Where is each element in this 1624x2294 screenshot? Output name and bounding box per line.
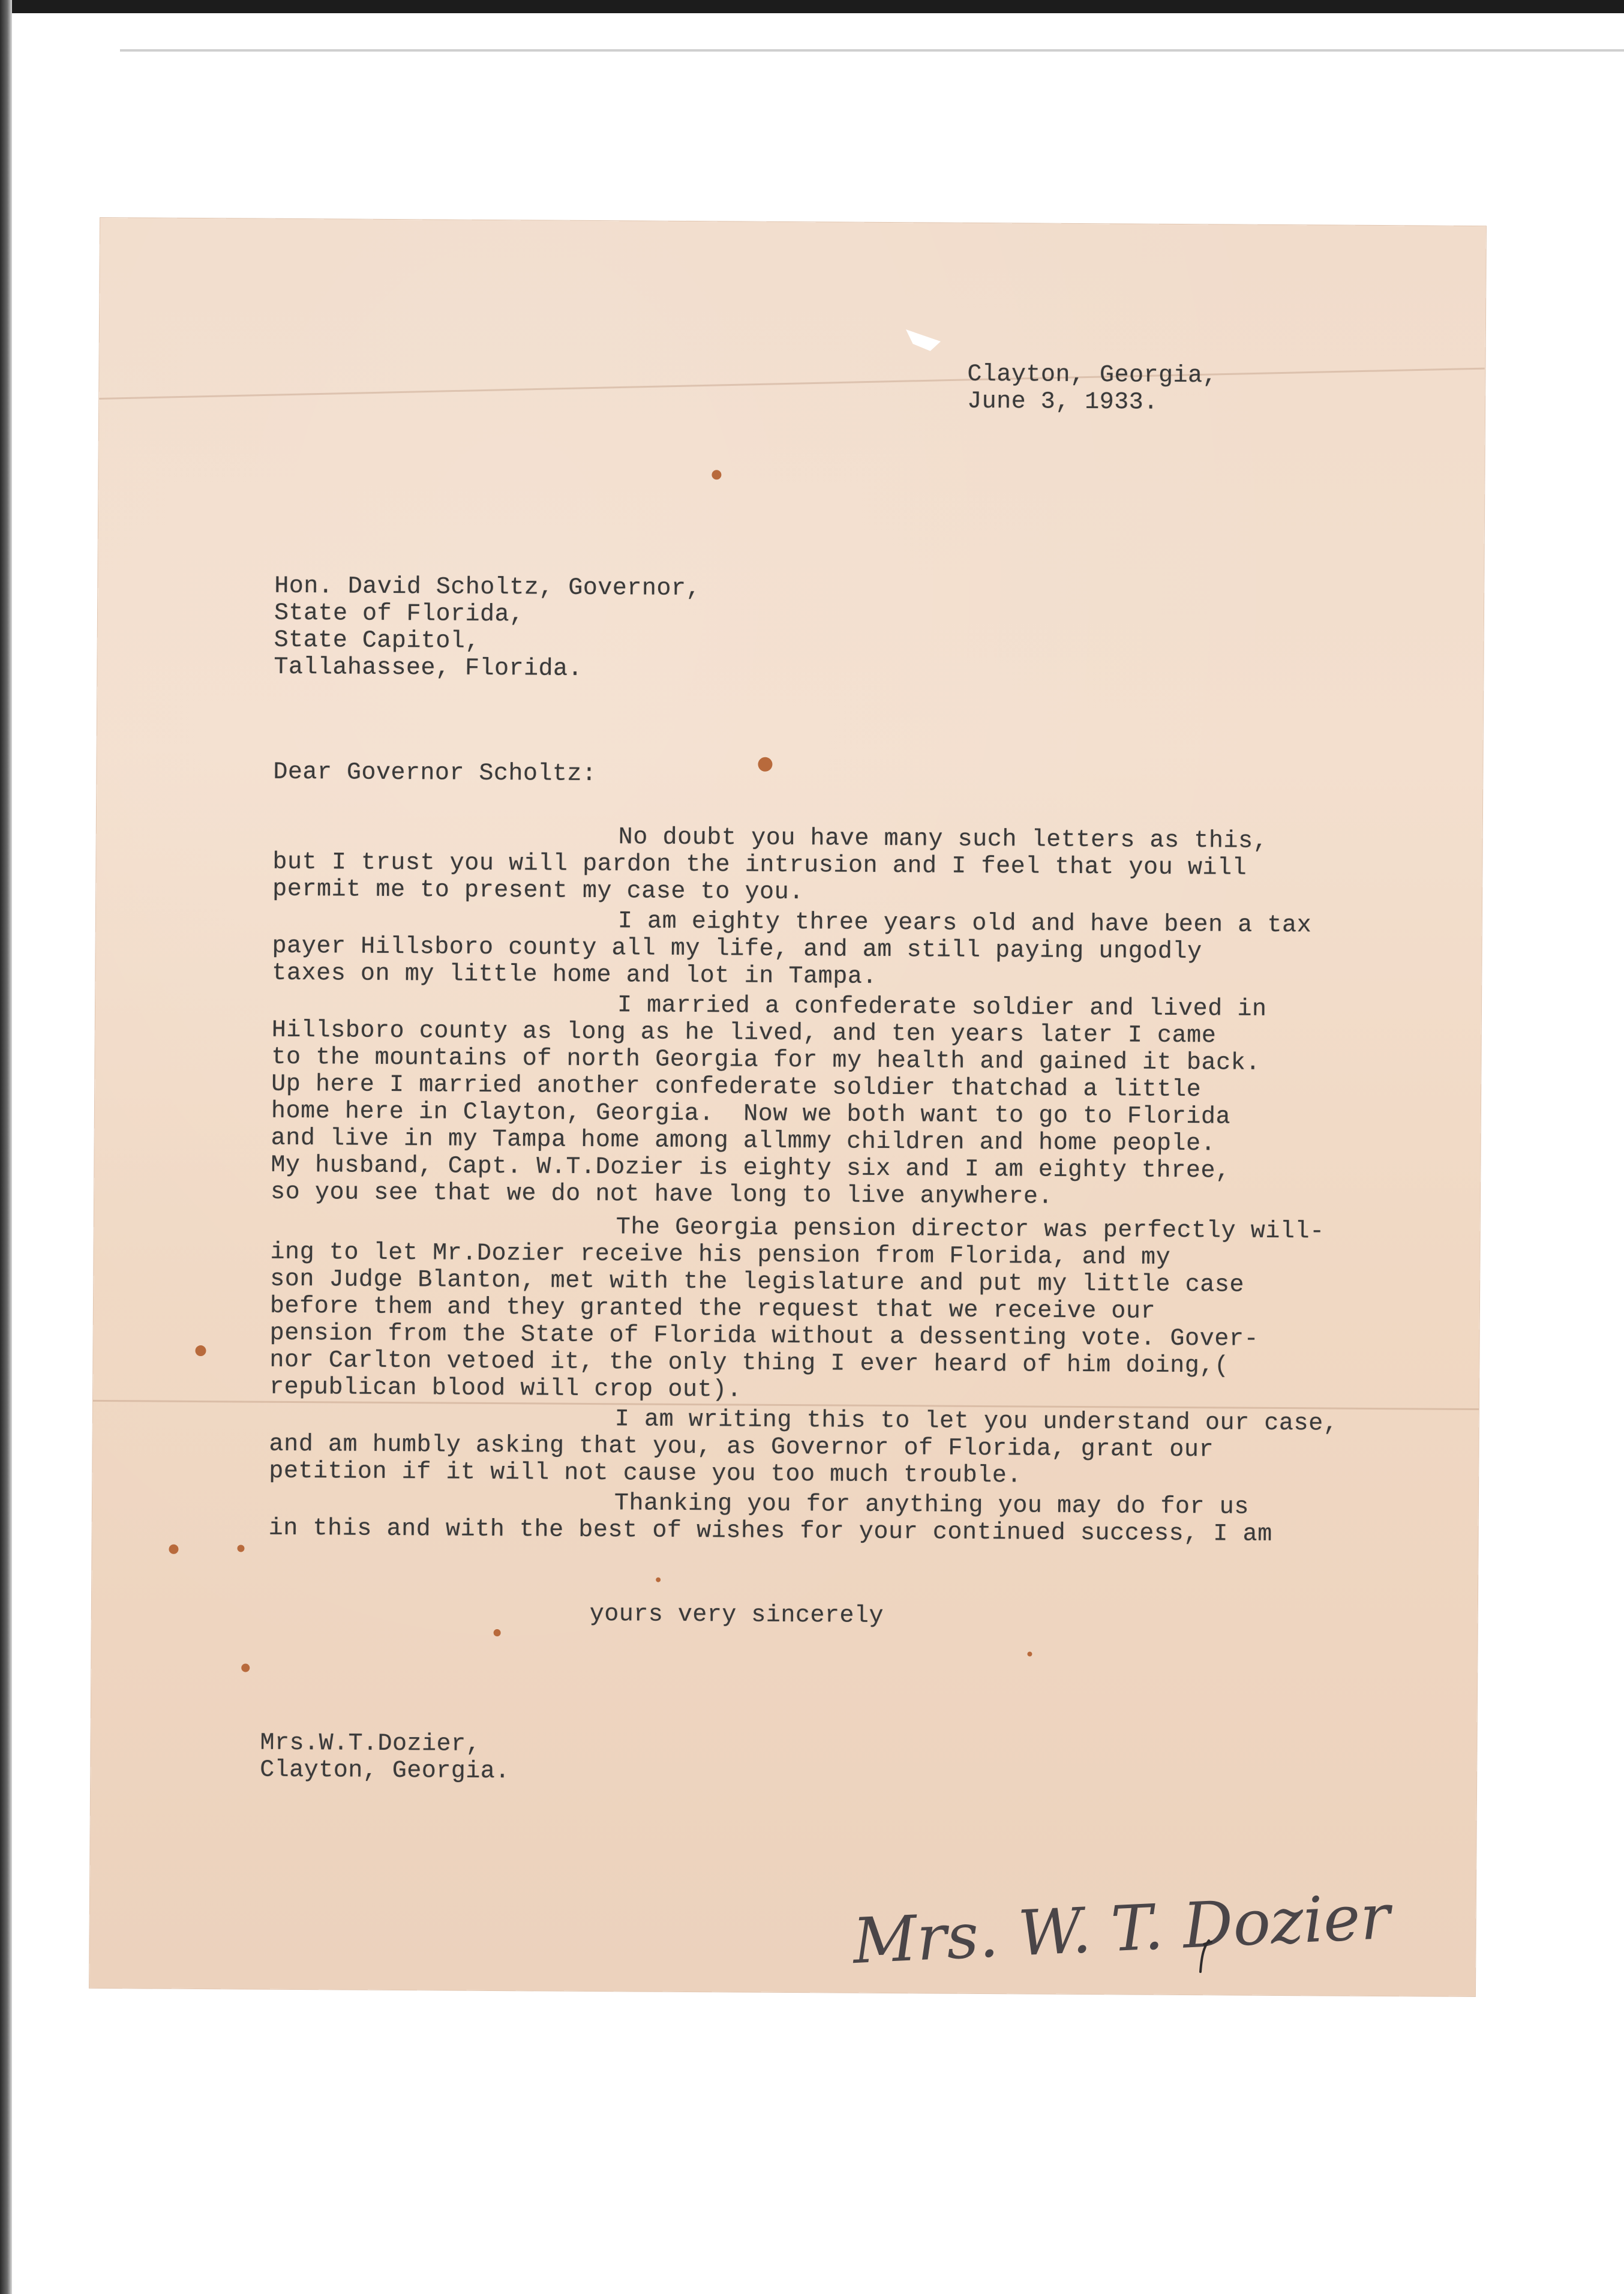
body-line: I am writing this to let you understand our case,	[614, 1406, 1338, 1438]
stain-spot	[237, 1545, 244, 1552]
body-line: but I trust you will pardon the intrusion and I feel that you will	[272, 848, 1247, 882]
stain-spot	[241, 1663, 250, 1672]
body-line: in this and with the best of wishes for your continued success, I am	[268, 1515, 1272, 1548]
svg-text:Mrs. W. T. Dozier: Mrs. W. T. Dozier	[851, 1879, 1392, 1978]
letter-sheet	[89, 218, 1486, 1996]
body-line: petition if it will not cause you too much trouble.	[269, 1458, 1022, 1490]
handwritten-signature	[846, 1879, 1392, 1984]
pen-mark	[1197, 1938, 1215, 1974]
body-line: so you see that we do not have long to live anywhere.	[270, 1179, 1053, 1211]
body-line: nor Carlton vetoed it, the only thing I ever heard of him doing,(	[269, 1347, 1229, 1380]
body-line: I am eighty three years old and have been a tax	[617, 908, 1312, 940]
body-line: permit me to present my case to you.	[272, 875, 805, 907]
body-line: home here in Clayton, Georgia. Now we both want to go to Florida	[271, 1097, 1231, 1131]
stain-spot	[712, 470, 721, 479]
sender-line: Mrs.W.T.Dozier,	[260, 1729, 481, 1758]
body-line: Hillsboro county as long as he lived, and ten years later I came	[271, 1016, 1217, 1050]
stain-spot	[195, 1345, 206, 1356]
body-line: The Georgia pension director was perfectly will-	[616, 1214, 1325, 1246]
scanner-frame-top	[0, 0, 1624, 13]
recipient-line: State Capitol,	[274, 626, 480, 655]
scanner-frame-line	[120, 49, 1624, 52]
body-line: taxes on my little home and lot in Tampa.	[272, 959, 878, 991]
stain-spot	[1027, 1651, 1032, 1656]
recipient-line: State of Florida,	[274, 599, 524, 629]
body-line: and live in my Tampa home among allmmy children and home people.	[271, 1124, 1216, 1158]
stain-spot	[494, 1629, 501, 1636]
body-line: payer Hillsboro county all my life, and am still paying ungodly	[272, 932, 1202, 966]
closing: yours very sincerely	[589, 1600, 884, 1630]
letter-place: Clayton, Georgia,	[967, 361, 1218, 390]
body-line: before them and they granted the request that we receive our	[269, 1293, 1156, 1326]
body-line: republican blood will crop out).	[269, 1374, 742, 1404]
stain-spot	[656, 1578, 661, 1582]
body-line: Thanking you for anything you may do for us	[614, 1490, 1250, 1521]
stain-spot	[169, 1545, 178, 1554]
stain-spot	[758, 757, 772, 772]
body-line: No doubt you have many such letters as this,	[618, 824, 1268, 855]
body-line: to the mountains of north Georgia for my health and gained it back.	[271, 1043, 1261, 1077]
body-line: My husband, Capt. W.T.Dozier is eighty six and I am eighty three,	[271, 1152, 1230, 1185]
body-line: pension from the State of Florida without a dessenting vote. Gover-	[269, 1320, 1259, 1353]
body-line: Up here I married another confederate soldier thatchad a little	[271, 1070, 1202, 1104]
scanner-frame-left	[0, 0, 12, 2294]
body-line: ing to let Mr.Dozier receive his pension from Florida, and my	[270, 1239, 1171, 1272]
recipient-line: Tallahassee, Florida.	[274, 653, 583, 683]
sender-line: Clayton, Georgia.	[260, 1756, 510, 1786]
body-line: son Judge Blanton, met with the legislature and put my little case	[270, 1266, 1245, 1299]
salutation: Dear Governor Scholtz:	[273, 758, 597, 788]
letter-date: June 3, 1933.	[967, 388, 1158, 416]
body-line: I married a confederate soldier and lived in	[617, 992, 1267, 1023]
body-line: and am humbly asking that you, as Governor of Florida, grant our	[269, 1431, 1214, 1464]
recipient-line: Hon. David Scholtz, Governor,	[274, 572, 701, 603]
fold-crease-upper	[99, 368, 1485, 400]
